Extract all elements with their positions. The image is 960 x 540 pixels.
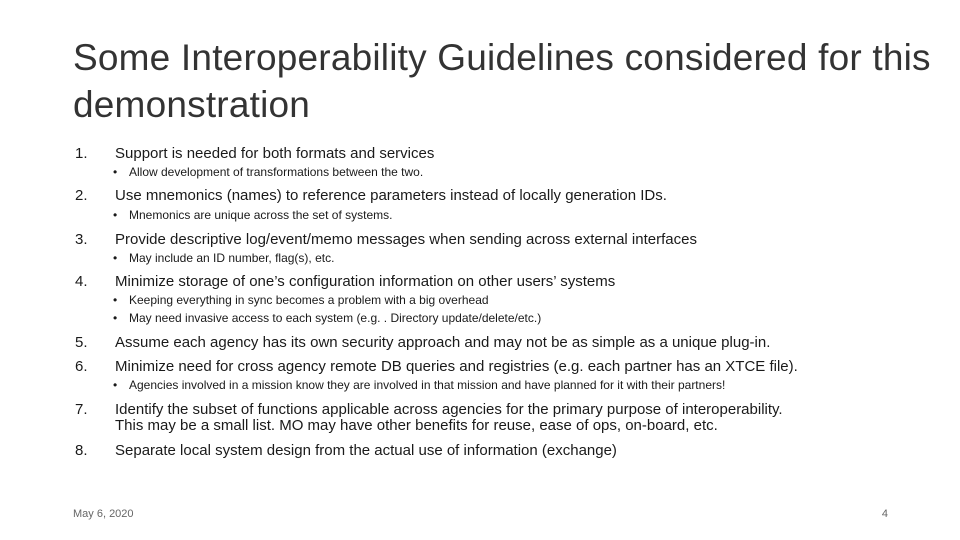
item-number: 4. [75,273,88,290]
sub-item-text: Agencies involved in a mission know they are involved in that mission and have planned for it with their partners! [129,378,726,392]
item-number: 2. [75,187,88,204]
bullet-icon: • [113,208,118,222]
item-text: Minimize need for cross agency remote DB queries and registries (e.g. each partner has an XTCE file). [115,358,798,375]
item-text: Separate local system design from the actual use of information (exchange) [115,442,617,459]
item-number: 3. [75,231,88,248]
item-text: Assume each agency has its own security approach and may not be as simple as a unique plug-in. [115,334,771,351]
item-number: 1. [75,145,88,162]
item-number: 6. [75,358,88,375]
footer-date: May 6, 2020 [73,508,134,520]
item-text: Provide descriptive log/event/memo messages when sending across external interfaces [115,231,697,248]
bullet-icon: • [113,378,118,392]
sub-item-text: Mnemonics are unique across the set of systems. [129,208,393,222]
bullet-icon: • [113,293,118,307]
slide-title: Some Interoperability Guidelines considered for this demonstration [73,37,931,125]
item-number: 7. [75,401,88,418]
item-text: Minimize storage of one’s configuration information on other users’ systems [115,273,616,290]
item-text: Use mnemonics (names) to reference parameters instead of locally generation IDs. [115,187,667,204]
bullet-icon: • [113,311,118,325]
item-text: Identify the subset of functions applicable across agencies for the primary purpose of interoperability. [115,401,783,418]
sub-item-text: Allow development of transformations between the two. [129,165,424,179]
item-number: 5. [75,334,88,351]
item-text: Support is needed for both formats and services [115,145,435,162]
bullet-icon: • [113,165,118,179]
item-text: This may be a small list. MO may have other benefits for reuse, ease of ops, on-board, etc. [115,417,718,434]
bullet-icon: • [113,251,118,265]
sub-item-text: May include an ID number, flag(s), etc. [129,251,335,265]
sub-item-text: May need invasive access to each system (e.g. . Directory update/delete/etc.) [129,311,542,325]
sub-item-text: Keeping everything in sync becomes a problem with a big overhead [129,293,489,307]
page-number: 4 [881,508,888,520]
item-number: 8. [75,442,88,459]
